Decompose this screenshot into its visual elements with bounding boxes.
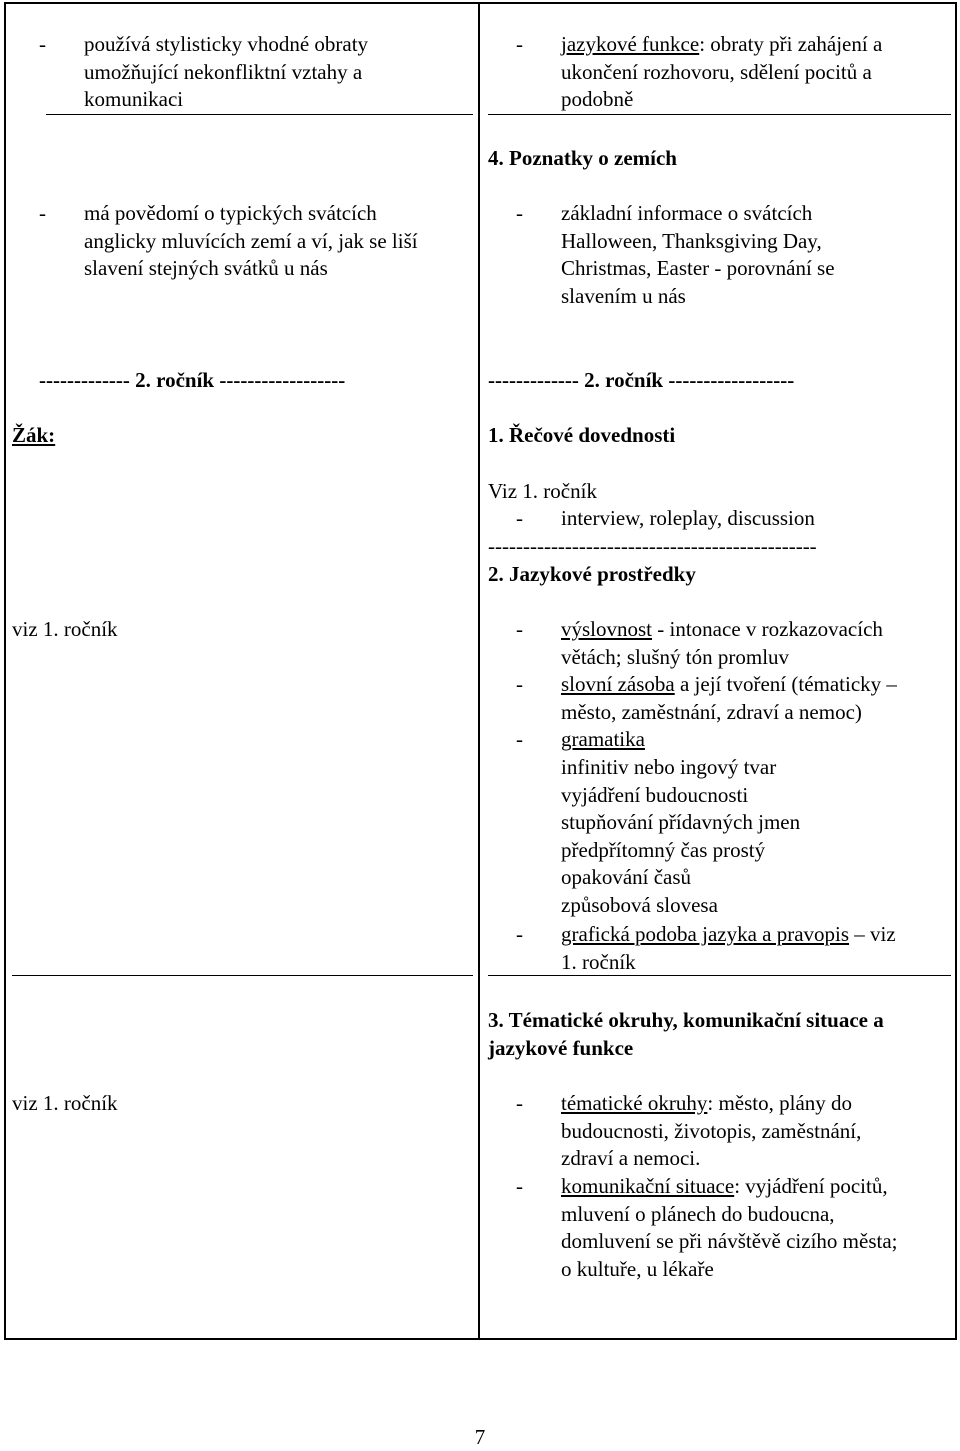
list-item-line: 1. ročník [561,949,636,974]
list-item-line: větách; slušný tón promluv [561,644,790,669]
list-item-line: základní informace o svátcích [561,201,813,225]
list-item-line: slovní zásoba a její tvoření (tématicky – [561,672,897,697]
row-rule [12,1338,473,1339]
list-item-line: slavením u nás [561,283,686,308]
list-dash: - [516,201,523,225]
list-dash: - [516,1174,523,1198]
term: gramatika [561,727,645,752]
list-item-line: anglicky mluvících zemí a ví, jak se liší [84,228,418,253]
list-dash: - [516,506,523,530]
reference-text: Viz 1. ročník [488,479,597,503]
row-rule [488,114,951,115]
list-item-line: interview, roleplay, discussion [561,506,815,530]
list-item-line: o kultuře, u lékaře [561,1256,714,1281]
list-dash: - [516,32,523,56]
grammar-item: způsobová slovesa [561,893,718,917]
list-item-line: Halloween, Thanksgiving Day, [561,228,822,253]
list-item-line: jazykové funkce: obraty při zahájení a [561,32,883,56]
list-item-line: podobně [561,87,634,112]
list-item-line: komunikaci [84,87,184,112]
grammar-item: opakování časů [561,865,692,890]
row-rule [12,975,473,976]
list-item-line: grafická podoba jazyka a pravopis – viz [561,922,896,946]
list-item-line: budoucnosti, životopis, zaměstnání, [561,1118,862,1143]
list-item-line: domluvení se při návštěvě cizího města; [561,1229,898,1254]
separator-line: ----------------------------------------------- [488,534,817,558]
section-heading: 1. Řečové dovednosti [488,423,676,447]
section-heading: 4. Poznatky o zemích [488,146,677,170]
list-dash: - [516,922,523,946]
list-dash: - [516,672,523,697]
list-item-line: město, zaměstnání, zdraví a nemoc) [561,699,862,724]
list-item-line: Christmas, Easter - porovnání se [561,256,835,281]
grammar-item: předpřítomný čas prostý [561,837,766,862]
term: výslovnost [561,617,653,641]
list-dash: - [39,201,46,225]
list-item-line: umožňující nekonfliktní vztahy a [84,59,363,84]
section-heading: 2. Jazykové prostředky [488,562,696,586]
term: slovní zásoba [561,672,675,697]
list-item-line: používá stylisticky vhodné obraty [84,32,369,56]
term: jazykové funkce [561,32,700,56]
row-rule [488,975,951,976]
row-rule [46,114,473,115]
year-header: ------------- 2. ročník ------------------ [488,368,795,392]
list-item-line: má povědomí o typických svátcích [84,201,377,225]
list-item-line: zdraví a nemoci. [561,1146,701,1171]
grammar-item: vyjádření budoucnosti [561,782,749,807]
list-item-line: výslovnost - intonace v rozkazovacích [561,617,883,641]
grammar-item: infinitiv nebo ingový tvar [561,755,777,779]
reference-text: viz 1. ročník [12,617,118,641]
list-dash: - [516,1091,523,1115]
list-dash: - [39,32,46,56]
column-divider [478,2,480,1340]
term: komunikační situace [561,1174,735,1198]
section-heading: 3. Tématické okruhy, komunikační situace a [488,1008,884,1032]
year-header: ------------- 2. ročník ------------------ [39,368,346,392]
list-item-line: tématické okruhy: město, plány do [561,1091,853,1115]
list-item-line: komunikační situace: vyjádření pocitů, [561,1174,888,1198]
student-label: Žák: [12,423,56,447]
section-heading: jazykové funkce [488,1035,634,1060]
reference-text: viz 1. ročník [12,1091,118,1115]
list-item-line: ukončení rozhovoru, sdělení pocitů a [561,59,872,84]
list-dash: - [516,727,523,752]
page-number: 7 [474,1425,486,1449]
list-dash: - [516,617,523,641]
list-item-line: slavení stejných svátků u nás [84,256,328,281]
list-item-line: mluvení o plánech do budoucna, [561,1201,835,1226]
term: grafická podoba jazyka a pravopis [561,922,850,946]
grammar-item: stupňování přídavných jmen [561,810,801,835]
term: tématické okruhy [561,1091,708,1115]
